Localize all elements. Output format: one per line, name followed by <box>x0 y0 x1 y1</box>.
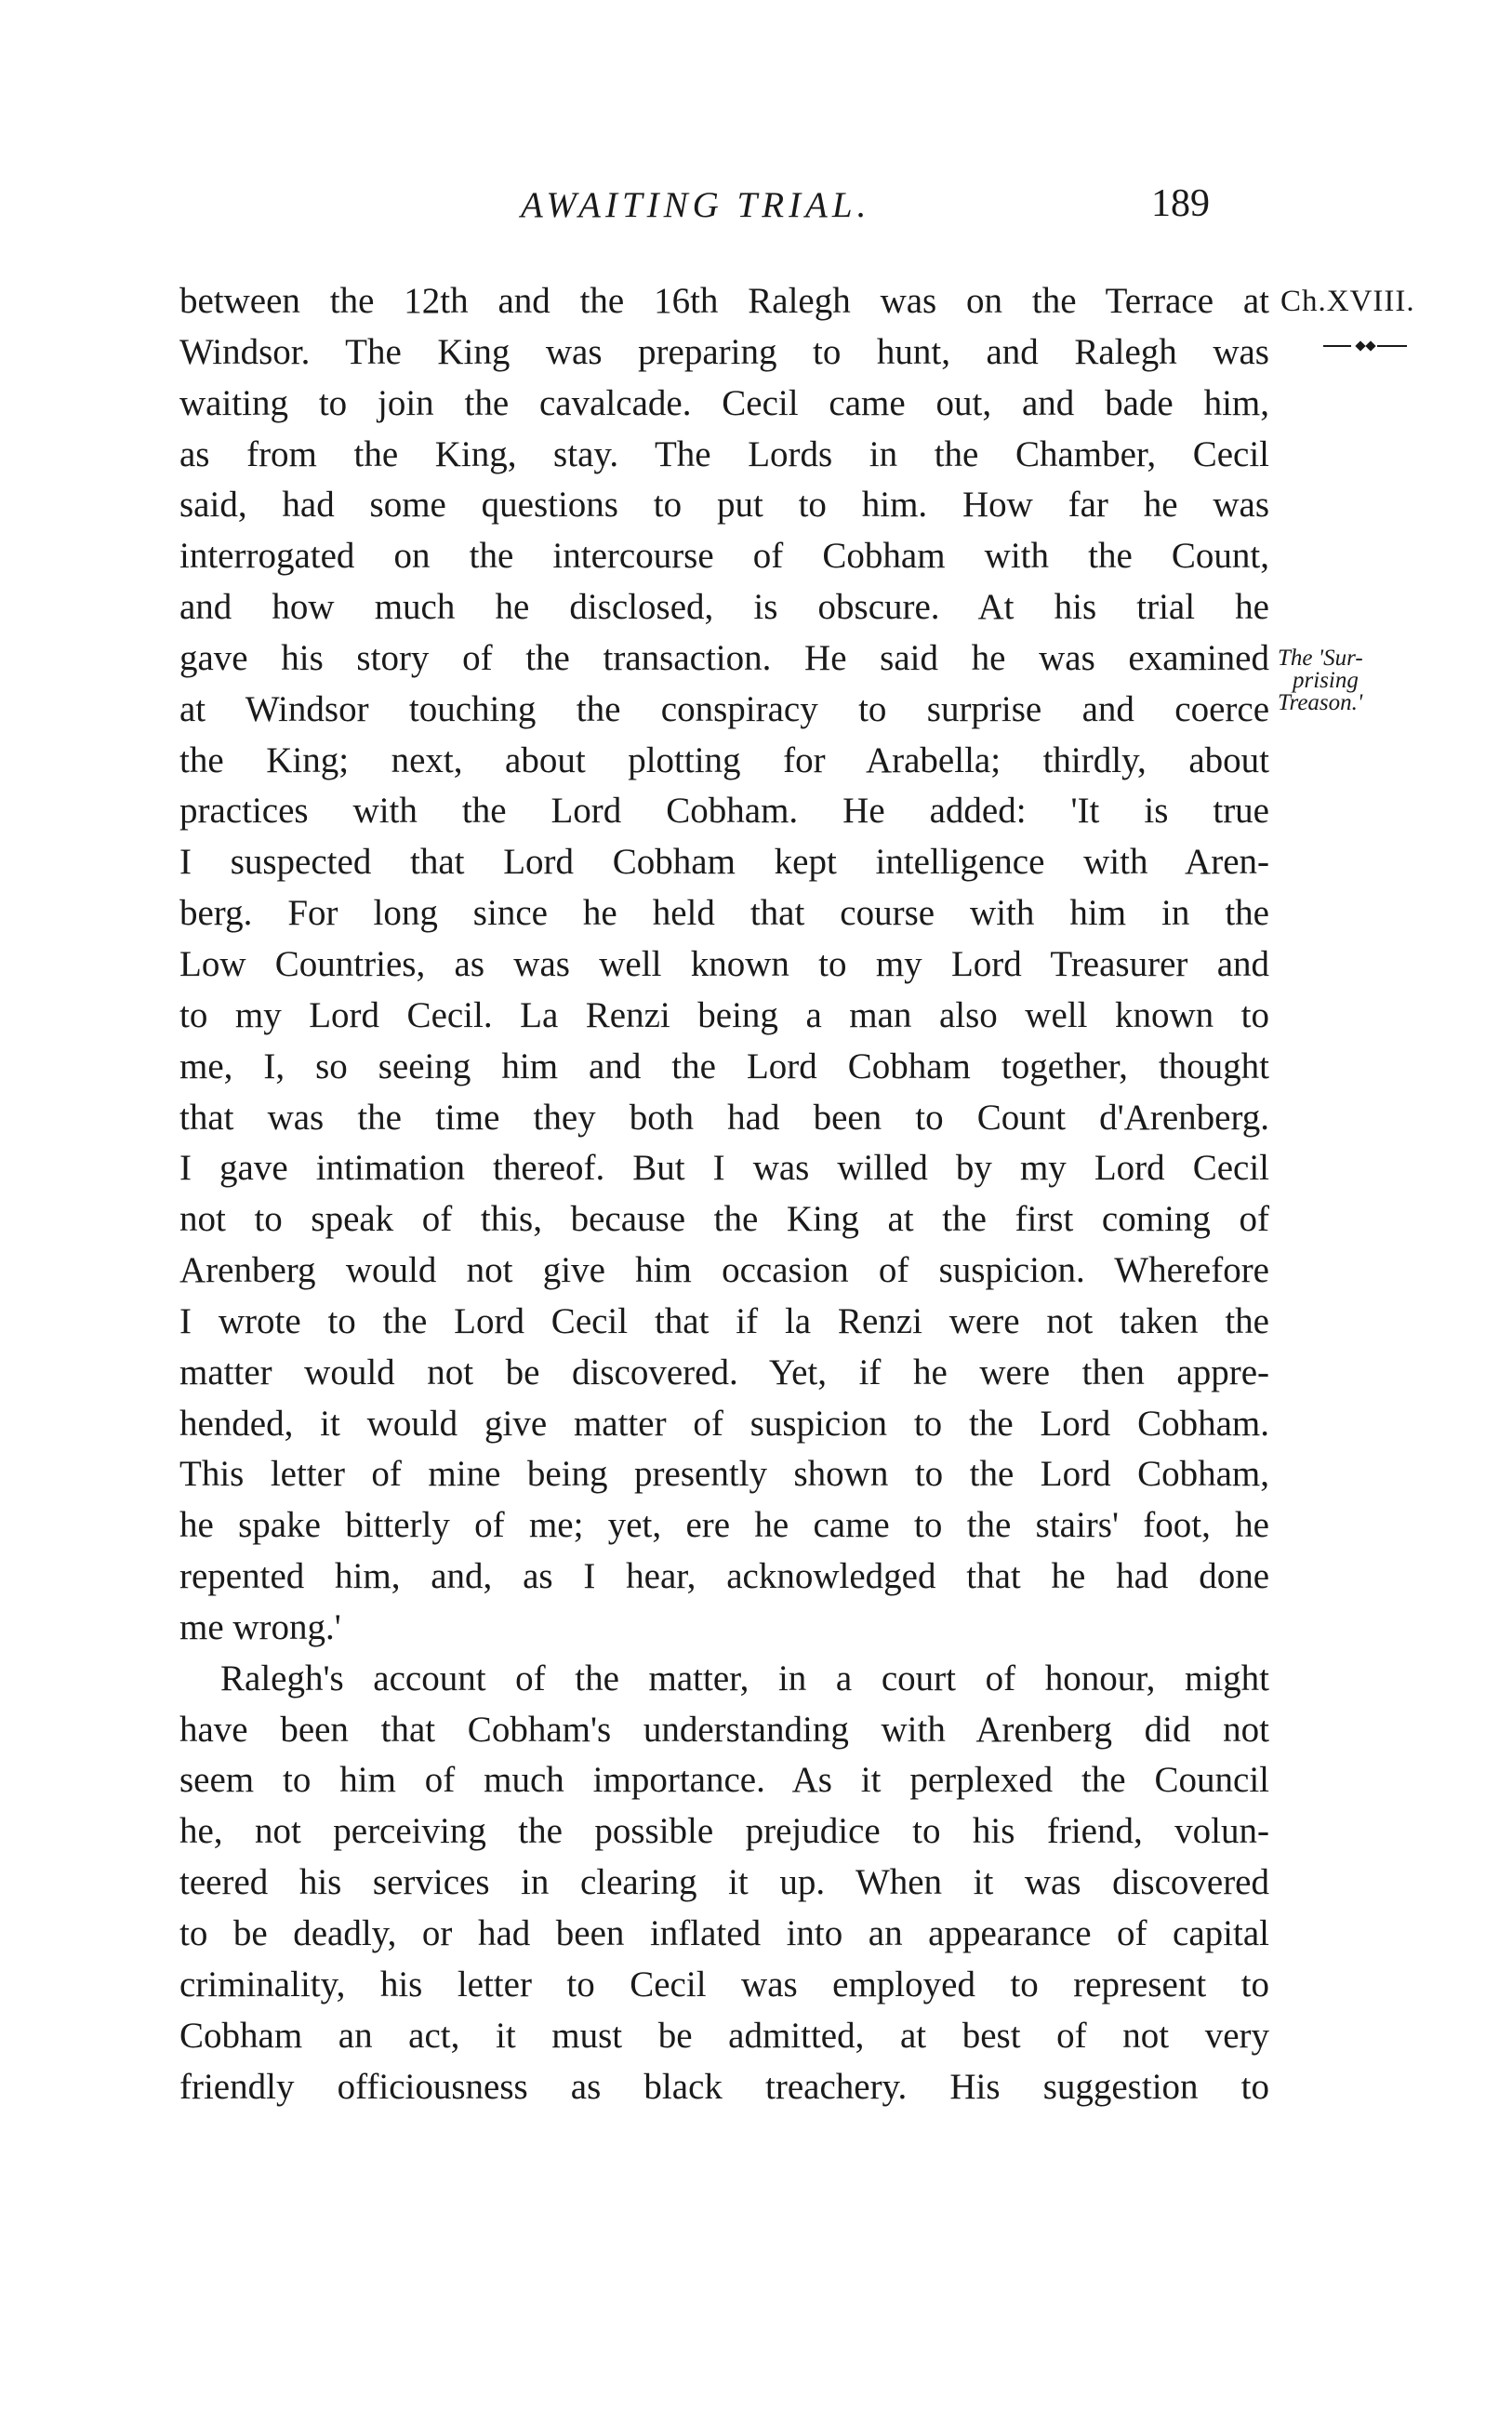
text-line: and how much he disclosed, is obscure. At his trial he <box>179 587 1269 628</box>
ornament-rule-icon <box>1323 340 1407 352</box>
text-line: gave his story of the transaction. He said he was examined <box>179 637 1269 678</box>
text-line: to be deadly, or had been inflated into an appearance of capital <box>179 1913 1269 1953</box>
page-number: 189 <box>1151 182 1210 225</box>
text-line: me wrong.' <box>179 1606 341 1647</box>
text-line: criminality, his letter to Cecil was employed to represent to <box>179 1964 1269 2005</box>
sidenote-line: The 'Sur- <box>1278 646 1363 671</box>
text-line: between the 12th and the 16th Ralegh was on the Terrace at <box>179 281 1269 321</box>
text-line: I suspected that Lord Cobham kept intelligence with Aren- <box>179 842 1269 883</box>
ornament-right-rule <box>1377 345 1407 347</box>
text-line: he spake bitterly of me; yet, ere he came to the stairs' foot, he <box>179 1505 1269 1546</box>
chapter-marker: Ch.XVIII. <box>1280 285 1415 318</box>
text-line: he, not perceiving the possible prejudice to his friend, volun- <box>179 1811 1269 1852</box>
text-line: This letter of mine being presently shown to the Lord Cobham, <box>179 1454 1269 1495</box>
text-line: practices with the Lord Cobham. He added: 'It is true <box>179 791 1269 832</box>
text-line: that was the time they both had been to Count d'Arenberg. <box>179 1097 1269 1138</box>
ornament-diamond <box>1355 340 1365 351</box>
text-line: teered his services in clearing it up. When it was discovered <box>179 1862 1269 1903</box>
text-line: matter would not be discovered. Yet, if he were then appre- <box>179 1352 1269 1392</box>
text-line: said, had some questions to put to him. How far he was <box>179 485 1269 526</box>
text-line: Cobham an act, it must be admitted, at best of not very <box>179 2015 1269 2056</box>
text-line: to my Lord Cecil. La Renzi being a man also well known to <box>179 994 1269 1035</box>
text-line: Low Countries, as was well known to my Lord Treasurer and <box>179 943 1269 984</box>
text-line: Arenberg would not give him occasion of suspicion. Wherefore <box>179 1250 1269 1291</box>
text-line: waiting to join the cavalcade. Cecil came out, and bade him, <box>179 382 1269 423</box>
text-line: I wrote to the Lord Cecil that if la Renzi were not taken the <box>179 1300 1269 1341</box>
sidenote-line: Treason.' <box>1278 690 1363 715</box>
text-line: at Windsor touching the conspiracy to surprise and coerce <box>179 688 1269 729</box>
text-line: the King; next, about plotting for Arabella; thirdly, about <box>179 739 1269 780</box>
text-line: repented him, and, as I hear, acknowledged that he had done <box>179 1556 1269 1597</box>
text-line: interrogated on the intercourse of Cobham with the Count, <box>179 536 1269 577</box>
ornament-left-rule <box>1323 345 1351 347</box>
text-line: have been that Cobham's understanding with Arenberg did not <box>179 1709 1269 1750</box>
text-line: berg. For long since he held that course with him in the <box>179 893 1269 934</box>
text-line: friendly officiousness as black treachery. His suggestion to <box>179 2066 1269 2107</box>
ornament-diamond <box>1365 340 1375 351</box>
text-line: me, I, so seeing him and the Lord Cobham together, thought <box>179 1046 1269 1086</box>
body-text <box>179 276 1269 2112</box>
text-line: I gave intimation thereof. But I was willed by my Lord Cecil <box>179 1148 1269 1189</box>
text-line: seem to him of much importance. As it perplexed the Council <box>179 1760 1269 1801</box>
sidenote-line: prising <box>1293 668 1359 693</box>
text-line: hended, it would give matter of suspicion to the Lord Cobham. <box>179 1403 1269 1444</box>
running-title: AWAITING TRIAL. <box>521 185 871 225</box>
text-line: as from the King, stay. The Lords in the Chamber, Cecil <box>179 433 1269 474</box>
text-line: Ralegh's account of the matter, in a court of honour, might <box>220 1658 1269 1698</box>
text-line: Windsor. The King was preparing to hunt, and Ralegh was <box>179 331 1269 372</box>
text-line: not to speak of this, because the King at the first coming of <box>179 1199 1269 1240</box>
marginal-sidenote <box>1276 647 1462 714</box>
